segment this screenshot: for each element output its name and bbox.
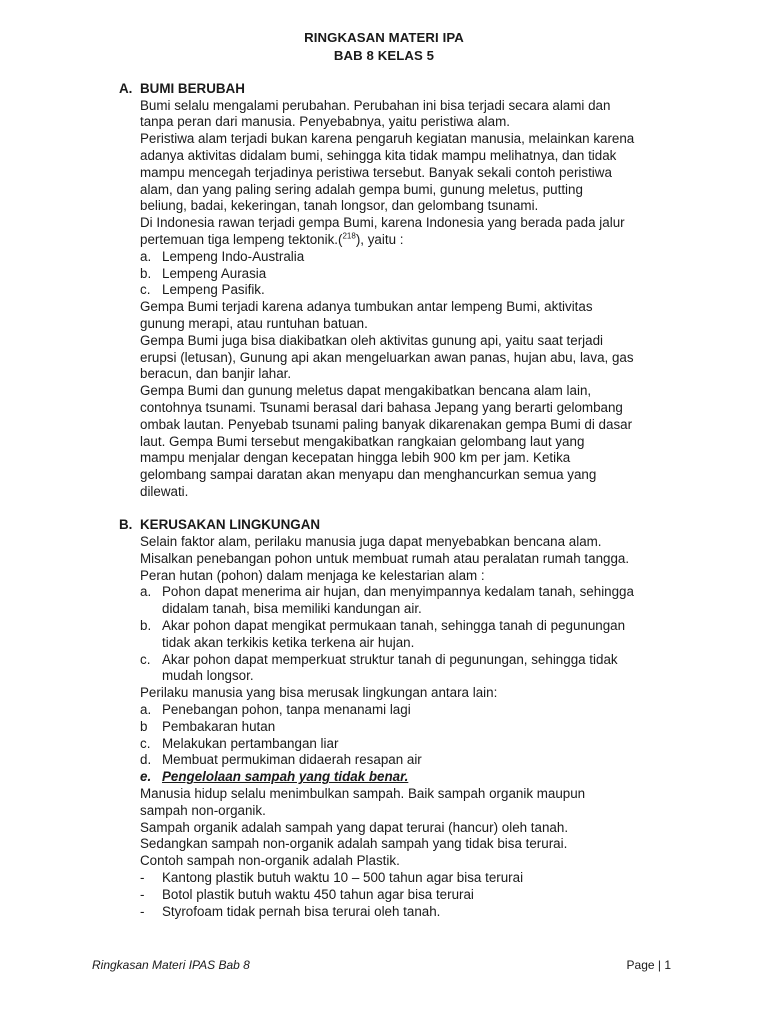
paragraph-line: beliung, badai, kekeringan, tanah longsor, dan gelombang tsunami. xyxy=(140,198,539,214)
document-title: RINGKASAN MATERI IPA xyxy=(304,30,464,45)
list-marker: c. xyxy=(140,651,151,667)
forest-role-text: didalam tanah, bisa memiliki kandungan air. xyxy=(162,601,422,617)
paragraph-line: adanya aktivitas didalam bumi, sehingga kita tidak mampu melihatnya, dan tidak xyxy=(140,147,617,163)
tectonic-line-start: pertemuan tiga lempeng tektonik.( xyxy=(140,231,343,247)
list-marker: b. xyxy=(140,265,152,281)
paragraph-line: Gempa Bumi terjadi karena adanya tumbukan antar lempeng Bumi, aktivitas xyxy=(140,299,593,315)
paragraph-line: beracun, dan banjir lahar. xyxy=(140,366,292,382)
plate-name: Lempeng Indo-Australia xyxy=(162,248,305,264)
paragraph-line: Contoh sampah non-organik adalah Plastik. xyxy=(140,853,400,869)
paragraph-line: gunung merapi, atau runtuhan batuan. xyxy=(140,315,368,331)
paragraph-line: Gempa Bumi dan gunung meletus dapat mengakibatkan bencana alam lain, xyxy=(140,383,592,399)
forest-role-text: Akar pohon dapat memperkuat struktur tanah di pegunungan, sehingga tidak xyxy=(162,651,618,667)
list-marker: b. xyxy=(140,618,152,633)
paragraph-line: Sampah organik adalah sampah yang dapat terurai (hancur) oleh tanah. xyxy=(140,819,569,835)
footnote-reference: 218 xyxy=(342,231,356,241)
footer-document-name: Ringkasan Materi IPAS Bab 8 xyxy=(92,958,250,972)
paragraph-line: mampu menjalar dengan kecepatan hingga lebih 900 km per jam. Ketika xyxy=(140,450,571,466)
list-dash: - xyxy=(140,903,145,919)
list-marker: a. xyxy=(140,702,152,717)
list-dash: - xyxy=(140,886,145,902)
paragraph-line: mampu mencegah terjadinya peristiwa tersebut. Banyak sekali contoh peristiwa xyxy=(140,164,612,180)
list-marker: c. xyxy=(140,735,151,751)
list-dash: - xyxy=(140,870,145,885)
plastic-example-text: Botol plastik butuh waktu 450 tahun agar bisa terurai xyxy=(162,886,474,902)
paragraph-line: gelombang sampai daratan akan menyapu dan menghancurkan semua yang xyxy=(140,467,597,483)
paragraph-line: Peristiwa alam terjadi bukan karena pengaruh kegiatan manusia, melainkan karena xyxy=(140,131,635,147)
section-b-letter: B. xyxy=(119,517,133,532)
section-a-letter: A. xyxy=(119,81,133,96)
forest-role-text: mudah longsor. xyxy=(162,668,254,684)
plastic-example-text: Styrofoam tidak pernah bisa terurai oleh tanah. xyxy=(162,903,441,919)
paragraph-line: Sedangkan sampah non-organik adalah sampah yang tidak bisa terurai. xyxy=(140,836,568,852)
tectonic-line xyxy=(140,231,403,248)
paragraph-line: contohnya tsunami. Tsunami berasal dari bahasa Jepang yang berarti gelombang xyxy=(140,399,623,415)
list-marker: a. xyxy=(140,248,152,264)
list-marker: e. xyxy=(140,769,152,785)
list-marker: d. xyxy=(140,752,152,768)
tectonic-line-end: ), yaitu : xyxy=(355,231,404,247)
paragraph-line: tanpa peran dari manusia. Penyebabnya, yaitu peristiwa alam. xyxy=(140,114,510,130)
paragraph-line: dilewati. xyxy=(140,483,189,499)
forest-role-text: tidak akan terkikis ketika terkena air hujan. xyxy=(162,634,415,650)
forest-role-text: Akar pohon dapat mengikat permukaan tanah, sehingga tanah di pegunungan xyxy=(162,618,626,633)
plate-name: Lempeng Pasifik. xyxy=(162,282,265,298)
paragraph-line: Peran hutan (pohon) dalam menjaga ke kelestarian alam : xyxy=(140,567,485,583)
damage-text: Melakukan pertambangan liar xyxy=(162,735,339,751)
list-marker: a. xyxy=(140,584,152,600)
paragraph-line: sampah non-organik. xyxy=(140,802,266,818)
paragraph-line: ombak lautan. Penyebab tsunami paling banyak dikarenakan gempa Bumi di dasar xyxy=(140,416,633,432)
damage-text: Membuat permukiman didaerah resapan air xyxy=(162,752,422,768)
plastic-example-text: Kantong plastik butuh waktu 10 – 500 tahun agar bisa terurai xyxy=(162,870,524,885)
section-a-title: BUMI BERUBAH xyxy=(140,81,245,96)
document-subtitle: BAB 8 KELAS 5 xyxy=(333,48,435,63)
paragraph-line: Di Indonesia rawan terjadi gempa Bumi, karena Indonesia yang berada pada jalur xyxy=(140,215,625,231)
paragraph-line: Gempa Bumi juga bisa diakibatkan oleh aktivitas gunung api, yaitu saat terjadi xyxy=(140,332,603,348)
list-marker: b xyxy=(140,718,148,734)
paragraph-line: Manusia hidup selalu menimbulkan sampah. Baik sampah organik maupun xyxy=(140,786,586,801)
paragraph-line: Bumi selalu mengalami perubahan. Perubahan ini bisa terjadi secara alami dan xyxy=(140,97,611,113)
forest-role-text: Pohon dapat menerima air hujan, dan menyimpannya kedalam tanah, sehingga xyxy=(162,584,634,600)
section-b-title: KERUSAKAN LINGKUNGAN xyxy=(140,517,321,532)
paragraph-line: alam, dan yang paling sering adalah gempa bumi, gunung meletus, putting xyxy=(140,181,583,197)
paragraph-line: laut. Gempa Bumi tersebut mengakibatkan rangkaian gelombang laut yang xyxy=(140,433,585,449)
footer-page-number: Page | 1 xyxy=(626,958,671,972)
paragraph-line: Selain faktor alam, perilaku manusia juga dapat menyebabkan bencana alam. xyxy=(140,534,602,549)
damage-text: Penebangan pohon, tanpa menanami lagi xyxy=(162,702,411,717)
damage-text: Pembakaran hutan xyxy=(162,718,276,734)
paragraph-line: Misalkan penebangan pohon untuk membuat rumah atau peralatan rumah tangga. xyxy=(140,550,630,566)
plate-name: Lempeng Aurasia xyxy=(162,265,267,281)
paragraph-line: erupsi (letusan), Gunung api akan mengeluarkan awan panas, hujan abu, lava, gas xyxy=(140,349,634,365)
paragraph-line: Perilaku manusia yang bisa merusak lingkungan antara lain: xyxy=(140,685,498,701)
damage-text: Pengelolaan sampah yang tidak benar. xyxy=(162,769,409,785)
list-marker: c. xyxy=(140,282,151,298)
